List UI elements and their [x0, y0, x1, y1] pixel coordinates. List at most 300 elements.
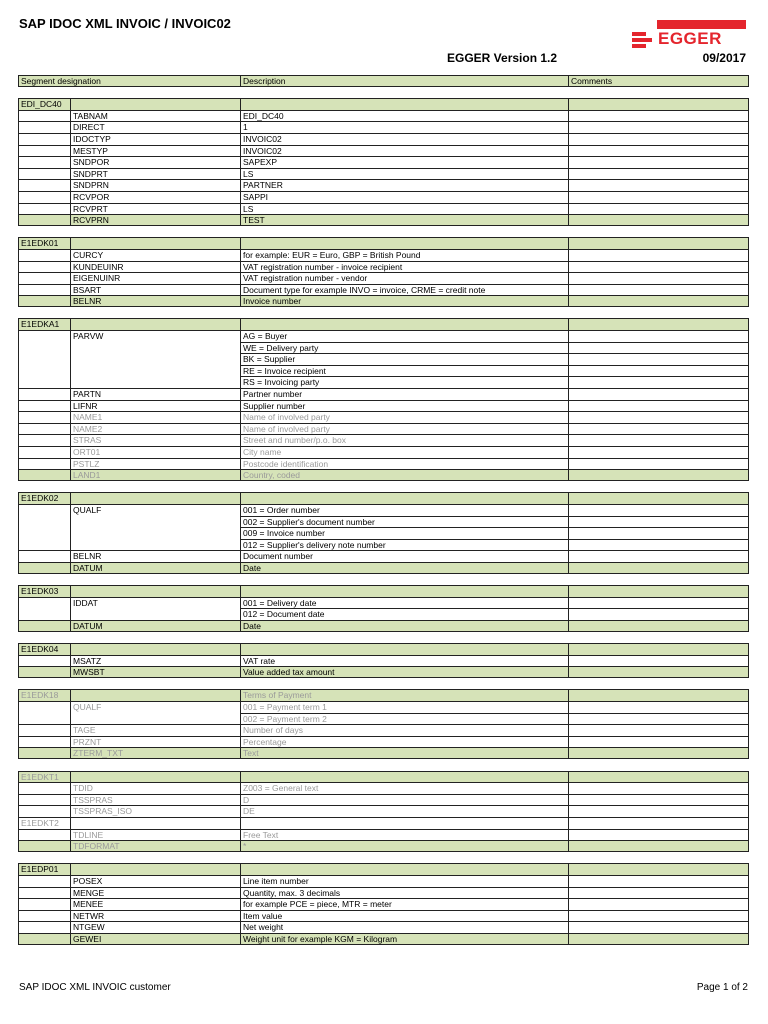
segment-cell — [18, 203, 70, 215]
segment-cell — [18, 701, 70, 713]
description-cell: RS = Invoicing party — [240, 376, 568, 388]
field-cell: NTGEW — [70, 921, 240, 933]
description-cell: 002 = Supplier's document number — [240, 516, 568, 528]
row-spacer — [18, 307, 749, 319]
description-cell: Number of days — [240, 724, 568, 736]
table-row — [18, 353, 749, 365]
segment-cell — [18, 110, 70, 122]
segment-cell — [18, 887, 70, 899]
segment-cell — [18, 133, 70, 145]
comments-cell — [568, 261, 749, 273]
description-cell: Name of involved party — [240, 423, 568, 435]
field-cell: MSATZ — [70, 655, 240, 667]
comments-cell — [568, 713, 749, 725]
description-cell: Value added tax amount — [240, 666, 568, 678]
table-row — [18, 400, 749, 412]
segment-cell — [18, 562, 70, 574]
table-row — [18, 376, 749, 388]
table-row — [18, 168, 749, 180]
description-cell: EDI_DC40 — [240, 110, 568, 122]
table-row — [18, 203, 749, 215]
comments-cell — [568, 376, 749, 388]
row-spacer — [18, 852, 749, 864]
comments-cell — [568, 191, 749, 203]
description-cell: DE — [240, 805, 568, 817]
comments-cell — [568, 689, 749, 701]
row-spacer — [18, 632, 749, 644]
description-cell — [240, 643, 568, 655]
row-spacer — [18, 226, 749, 238]
comments-cell — [568, 272, 749, 284]
table-row — [18, 214, 749, 226]
comments-cell — [568, 423, 749, 435]
field-cell: POSEX — [70, 875, 240, 887]
field-cell — [70, 365, 240, 377]
segment-cell — [18, 794, 70, 806]
field-cell: MESTYP — [70, 145, 240, 157]
footer-document-name: SAP IDOC XML INVOIC customer — [19, 982, 171, 993]
segment-cell: EDI_DC40 — [18, 98, 70, 110]
description-cell: SAPPI — [240, 191, 568, 203]
field-cell — [70, 863, 240, 875]
field-cell — [70, 539, 240, 551]
segment-row — [18, 771, 749, 783]
table-row — [18, 411, 749, 423]
table-row — [18, 898, 749, 910]
field-cell: KUNDEUINR — [70, 261, 240, 273]
field-cell: QUALF — [70, 504, 240, 516]
table-row — [18, 887, 749, 899]
segment-cell — [18, 272, 70, 284]
comments-cell — [568, 110, 749, 122]
description-cell: SAPEXP — [240, 156, 568, 168]
comments-cell — [568, 701, 749, 713]
table-row — [18, 608, 749, 620]
description-cell: for example: EUR = Euro, GBP = British Pound — [240, 249, 568, 261]
field-cell — [70, 585, 240, 597]
field-cell: TSSPRAS_ISO — [70, 805, 240, 817]
description-cell — [240, 771, 568, 783]
field-cell: DATUM — [70, 620, 240, 632]
comments-cell — [568, 145, 749, 157]
table-row — [18, 388, 749, 400]
description-cell: INVOIC02 — [240, 133, 568, 145]
table-row — [18, 875, 749, 887]
field-cell — [70, 353, 240, 365]
segment-cell — [18, 516, 70, 528]
description-cell: VAT rate — [240, 655, 568, 667]
comments-cell — [568, 539, 749, 551]
description-cell: D — [240, 794, 568, 806]
field-cell: PARTN — [70, 388, 240, 400]
segment-cell — [18, 376, 70, 388]
segment-cell — [18, 898, 70, 910]
table-row — [18, 272, 749, 284]
segment-cell — [18, 597, 70, 609]
table-row — [18, 469, 749, 481]
segment-cell — [18, 121, 70, 133]
field-cell: DIRECT — [70, 121, 240, 133]
comments-cell — [568, 121, 749, 133]
field-cell: TDLINE — [70, 829, 240, 841]
comments-cell — [568, 794, 749, 806]
field-cell: PSTLZ — [70, 458, 240, 470]
table-row — [18, 191, 749, 203]
comments-cell — [568, 736, 749, 748]
segment-cell — [18, 168, 70, 180]
description-cell: RE = Invoice recipient — [240, 365, 568, 377]
segment-cell — [18, 249, 70, 261]
table-row — [18, 133, 749, 145]
row-spacer — [18, 87, 749, 99]
comments-cell — [568, 898, 749, 910]
description-cell: 012 = Document date — [240, 608, 568, 620]
comments-cell — [568, 516, 749, 528]
segment-cell — [18, 620, 70, 632]
field-cell — [70, 376, 240, 388]
description-cell: Quantity, max. 3 decimals — [240, 887, 568, 899]
field-cell: TDID — [70, 782, 240, 794]
segment-row — [18, 689, 749, 701]
field-cell: QUALF — [70, 701, 240, 713]
segment-row — [18, 98, 749, 110]
comments-cell — [568, 249, 749, 261]
field-cell: BELNR — [70, 550, 240, 562]
field-cell: EIGENUINR — [70, 272, 240, 284]
segment-cell — [18, 550, 70, 562]
field-cell: PRZNT — [70, 736, 240, 748]
description-cell: Document number — [240, 550, 568, 562]
description-cell — [240, 98, 568, 110]
description-cell — [240, 318, 568, 330]
description-cell: BK = Supplier — [240, 353, 568, 365]
comments-cell — [568, 527, 749, 539]
description-cell: Weight unit for example KGM = Kilogram — [240, 933, 568, 945]
comments-cell — [568, 237, 749, 249]
field-cell — [70, 527, 240, 539]
field-cell — [70, 713, 240, 725]
segment-cell: E1EDK02 — [18, 492, 70, 504]
segment-cell — [18, 747, 70, 759]
segment-cell — [18, 713, 70, 725]
comments-cell — [568, 863, 749, 875]
comments-cell — [568, 203, 749, 215]
comments-cell — [568, 875, 749, 887]
table-row — [18, 829, 749, 841]
description-cell: VAT registration number - invoice recipient — [240, 261, 568, 273]
field-cell: ORT01 — [70, 446, 240, 458]
field-cell — [70, 771, 240, 783]
comments-cell — [568, 330, 749, 342]
description-cell — [240, 585, 568, 597]
comments-cell — [568, 179, 749, 191]
segment-cell — [18, 933, 70, 945]
comments-cell — [568, 655, 749, 667]
segment-cell: E1EDP01 — [18, 863, 70, 875]
table-row — [18, 597, 749, 609]
footer-page-number: Page 1 of 2 — [696, 982, 748, 993]
comments-cell — [568, 724, 749, 736]
table-row — [18, 504, 749, 516]
segment-cell — [18, 434, 70, 446]
segment-cell — [18, 156, 70, 168]
description-cell: for example PCE = piece, MTR = meter — [240, 898, 568, 910]
description-cell: 1 — [240, 121, 568, 133]
table-row — [18, 620, 749, 632]
segment-cell — [18, 840, 70, 852]
description-cell: Invoice number — [240, 295, 568, 307]
row-spacer — [18, 481, 749, 493]
description-cell: WE = Delivery party — [240, 342, 568, 354]
table-row — [18, 724, 749, 736]
table-row — [18, 933, 749, 945]
comments-cell — [568, 168, 749, 180]
description-cell: Supplier number — [240, 400, 568, 412]
segment-cell — [18, 782, 70, 794]
segment-cell — [18, 388, 70, 400]
segment-row — [18, 318, 749, 330]
comments-cell — [568, 550, 749, 562]
comments-cell — [568, 562, 749, 574]
description-cell: PARTNER — [240, 179, 568, 191]
segment-cell — [18, 608, 70, 620]
segment-cell — [18, 145, 70, 157]
field-cell: LIFNR — [70, 400, 240, 412]
segment-cell — [18, 921, 70, 933]
field-cell: NAME2 — [70, 423, 240, 435]
logo-bar — [657, 20, 746, 29]
comments-cell — [568, 887, 749, 899]
table-row — [18, 921, 749, 933]
table-row — [18, 446, 749, 458]
field-cell: IDOCTYP — [70, 133, 240, 145]
table-row — [18, 794, 749, 806]
segment-cell — [18, 458, 70, 470]
table-row — [18, 539, 749, 551]
table-row — [18, 365, 749, 377]
field-cell — [70, 516, 240, 528]
comments-cell — [568, 318, 749, 330]
field-cell: RCVPOR — [70, 191, 240, 203]
field-cell: ZTERM_TXT — [70, 747, 240, 759]
comments-cell — [568, 643, 749, 655]
table-row — [18, 655, 749, 667]
version-label: EGGER Version 1.2 — [447, 51, 558, 65]
description-cell: Name of involved party — [240, 411, 568, 423]
column-header-comments: Comments — [568, 75, 749, 87]
segment-cell — [18, 504, 70, 516]
field-cell — [70, 643, 240, 655]
segment-cell — [18, 261, 70, 273]
description-cell — [240, 817, 568, 829]
field-cell: TAGE — [70, 724, 240, 736]
field-cell — [70, 342, 240, 354]
field-cell: DATUM — [70, 562, 240, 574]
segment-cell — [18, 875, 70, 887]
field-cell: TDFORMAT — [70, 840, 240, 852]
segment-row — [18, 585, 749, 597]
table-row — [18, 145, 749, 157]
field-cell: TSSPRAS — [70, 794, 240, 806]
comments-cell — [568, 771, 749, 783]
table-body — [18, 87, 749, 945]
table-row — [18, 910, 749, 922]
comments-cell — [568, 400, 749, 412]
segment-table — [18, 75, 749, 945]
description-cell: LS — [240, 203, 568, 215]
segment-cell — [18, 539, 70, 551]
comments-cell — [568, 782, 749, 794]
segment-cell — [18, 353, 70, 365]
table-header-row — [18, 75, 749, 87]
comments-cell — [568, 365, 749, 377]
comments-cell — [568, 666, 749, 678]
segment-cell — [18, 446, 70, 458]
row-spacer — [18, 574, 749, 586]
table-row — [18, 550, 749, 562]
field-cell: TABNAM — [70, 110, 240, 122]
description-cell: Postcode identification — [240, 458, 568, 470]
egger-logo — [632, 20, 746, 48]
field-cell: NAME1 — [70, 411, 240, 423]
table-row — [18, 330, 749, 342]
segment-cell — [18, 400, 70, 412]
table-row — [18, 782, 749, 794]
segment-cell — [18, 342, 70, 354]
comments-cell — [568, 933, 749, 945]
segment-row — [18, 237, 749, 249]
comments-cell — [568, 585, 749, 597]
segment-cell — [18, 805, 70, 817]
segment-cell — [18, 179, 70, 191]
table-row — [18, 516, 749, 528]
table-row — [18, 434, 749, 446]
segment-cell: E1EDK01 — [18, 237, 70, 249]
comments-cell — [568, 446, 749, 458]
description-cell: Percentage — [240, 736, 568, 748]
description-cell: 001 = Payment term 1 — [240, 701, 568, 713]
field-cell: STRAS — [70, 434, 240, 446]
description-cell: Date — [240, 620, 568, 632]
segment-cell — [18, 655, 70, 667]
description-cell: Z003 = General text — [240, 782, 568, 794]
description-cell: Net weight — [240, 921, 568, 933]
comments-cell — [568, 747, 749, 759]
comments-cell — [568, 156, 749, 168]
logo-e-mark — [632, 32, 652, 48]
row-spacer — [18, 759, 749, 771]
field-cell: SNDPOR — [70, 156, 240, 168]
comments-cell — [568, 817, 749, 829]
field-cell: PARVW — [70, 330, 240, 342]
comments-cell — [568, 388, 749, 400]
table-row — [18, 249, 749, 261]
segment-row — [18, 492, 749, 504]
segment-cell — [18, 330, 70, 342]
comments-cell — [568, 411, 749, 423]
field-cell: IDDAT — [70, 597, 240, 609]
comments-cell — [568, 458, 749, 470]
segment-cell: E1EDK18 — [18, 689, 70, 701]
table-row — [18, 527, 749, 539]
field-cell — [70, 817, 240, 829]
segment-row — [18, 817, 749, 829]
field-cell: SNDPRT — [70, 168, 240, 180]
description-cell: AG = Buyer — [240, 330, 568, 342]
description-cell: Street and number/p.o. box — [240, 434, 568, 446]
description-cell — [240, 863, 568, 875]
table-row — [18, 156, 749, 168]
comments-cell — [568, 504, 749, 516]
comments-cell — [568, 620, 749, 632]
description-cell: 009 = Invoice number — [240, 527, 568, 539]
description-cell: Line item number — [240, 875, 568, 887]
description-cell: Text — [240, 747, 568, 759]
comments-cell — [568, 805, 749, 817]
table-row — [18, 110, 749, 122]
segment-row — [18, 643, 749, 655]
comments-cell — [568, 469, 749, 481]
comments-cell — [568, 133, 749, 145]
field-cell: BELNR — [70, 295, 240, 307]
description-cell: INVOIC02 — [240, 145, 568, 157]
description-cell: LS — [240, 168, 568, 180]
comments-cell — [568, 342, 749, 354]
description-cell: Terms of Payment — [240, 689, 568, 701]
field-cell: LAND1 — [70, 469, 240, 481]
description-cell: Country, coded — [240, 469, 568, 481]
comments-cell — [568, 910, 749, 922]
table-row — [18, 701, 749, 713]
field-cell: RCVPRN — [70, 214, 240, 226]
field-cell — [70, 689, 240, 701]
comments-cell — [568, 353, 749, 365]
segment-cell — [18, 736, 70, 748]
segment-row — [18, 863, 749, 875]
table-row — [18, 423, 749, 435]
description-cell: Item value — [240, 910, 568, 922]
field-cell — [70, 237, 240, 249]
field-cell — [70, 608, 240, 620]
comments-cell — [568, 921, 749, 933]
segment-cell: E1EDKA1 — [18, 318, 70, 330]
field-cell: MWSBT — [70, 666, 240, 678]
segment-cell — [18, 910, 70, 922]
description-cell: Document type for example INVO = invoice, CRME = credit note — [240, 284, 568, 296]
description-cell: 012 = Supplier's delivery note number — [240, 539, 568, 551]
description-cell: Date — [240, 562, 568, 574]
segment-cell — [18, 214, 70, 226]
segment-cell — [18, 284, 70, 296]
logo-wordmark: EGGER — [658, 29, 722, 48]
document-date: 09/2017 — [702, 51, 746, 65]
table-row — [18, 342, 749, 354]
table-row — [18, 840, 749, 852]
table-row — [18, 713, 749, 725]
comments-cell — [568, 295, 749, 307]
description-cell: VAT registration number - vendor — [240, 272, 568, 284]
field-cell: BSART — [70, 284, 240, 296]
segment-cell: E1EDK03 — [18, 585, 70, 597]
field-cell: SNDPRN — [70, 179, 240, 191]
field-cell: GEWEI — [70, 933, 240, 945]
table-row — [18, 121, 749, 133]
segment-cell — [18, 295, 70, 307]
description-cell: Free Text — [240, 829, 568, 841]
table-row — [18, 805, 749, 817]
field-cell: RCVPRT — [70, 203, 240, 215]
segment-cell — [18, 666, 70, 678]
